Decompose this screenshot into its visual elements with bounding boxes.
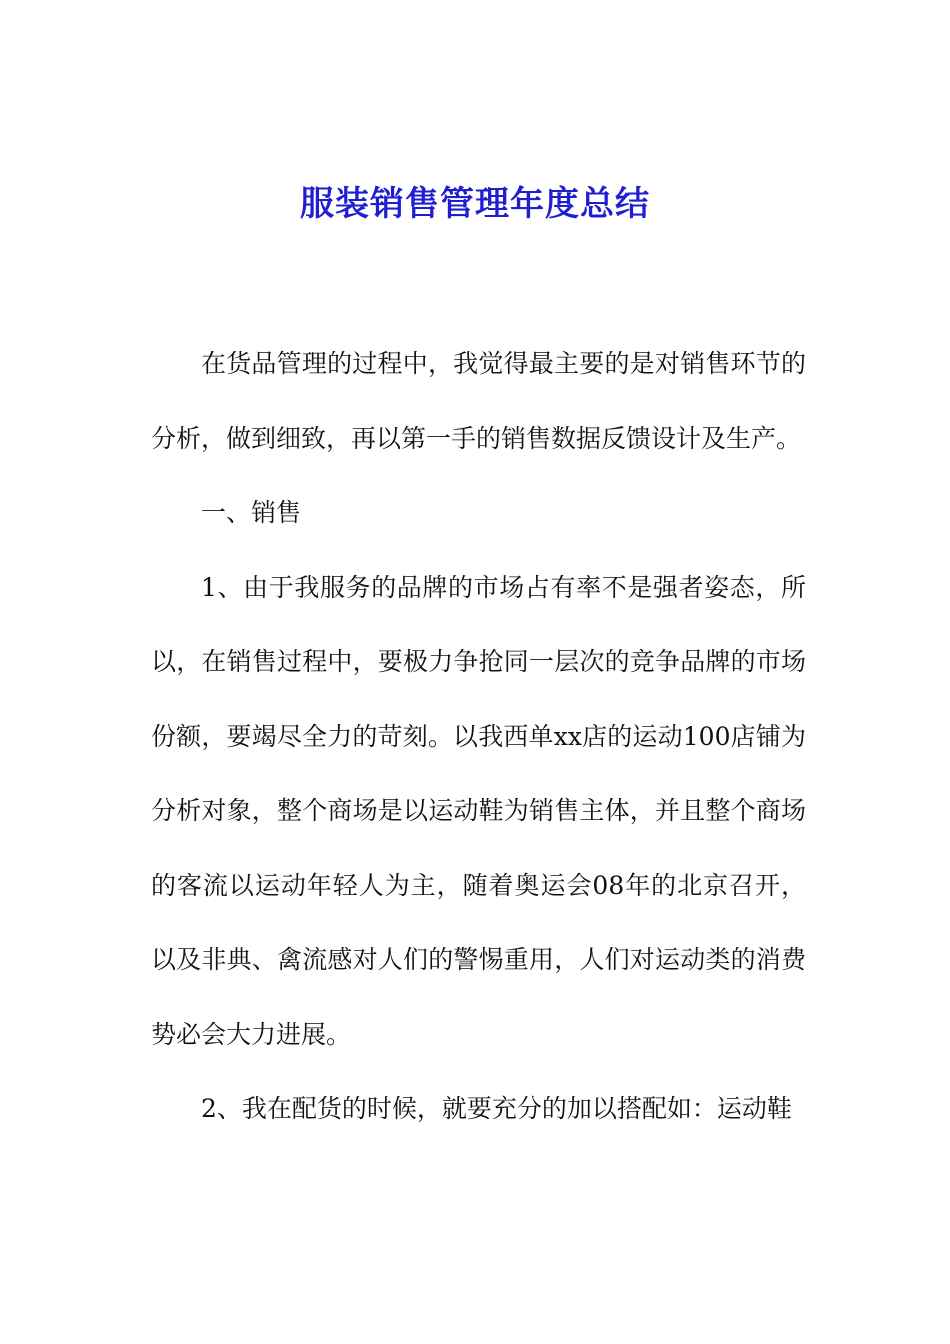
document-body <box>151 327 806 1147</box>
document-title: 服装销售管理年度总结 <box>300 184 650 224</box>
paragraph-point-2: 2、我在配货的时候，就要充分的加以搭配如：运动鞋 <box>201 1094 792 1123</box>
paragraph-point-1: 1、由于我服务的品牌的市场占有率不是强者姿态，所以，在销售过程中，要极力争抢同一层次的竞争品牌的市场份额，要竭尽全力的苛刻。以我西单xx店的运动100店铺为分析对象，整个商场是以运动鞋为销售主体，并且整个商场的客流以运动年轻人为主，随着奥运会08年的北京召开，以及非典、禽流感对人们的警惕重用，人们对运动类的消费势必会大力进展。 <box>151 572 806 1049</box>
section-heading-sales: 一、销售 <box>201 498 302 527</box>
paragraph-intro: 在货品管理的过程中，我觉得最主要的是对销售环节的分析，做到细致，再以第一手的销售数据反馈设计及生产。 <box>151 349 806 453</box>
